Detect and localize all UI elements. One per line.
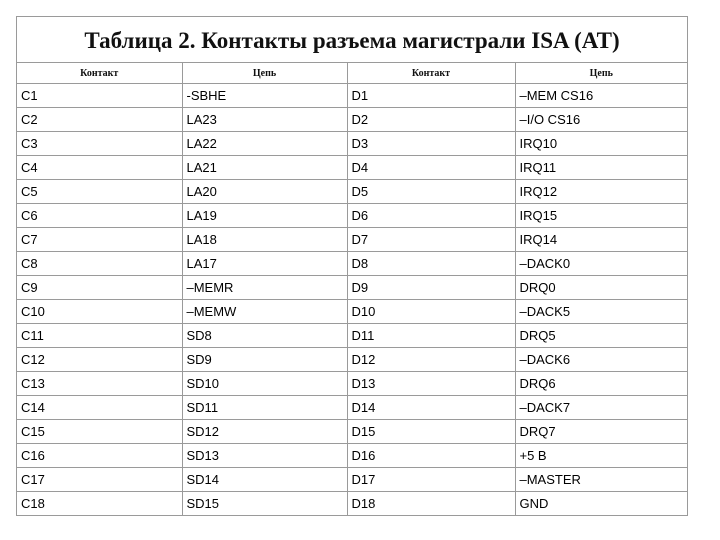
table-row	[17, 180, 687, 204]
signal-c-cell: -SBHE	[182, 84, 347, 108]
contact-d-cell: D4	[347, 156, 515, 180]
signal-d-cell: IRQ11	[515, 156, 687, 180]
contact-c-cell: C14	[17, 396, 182, 420]
signal-d-cell: IRQ15	[515, 204, 687, 228]
table-row	[17, 420, 687, 444]
contact-c-cell: C11	[17, 324, 182, 348]
signal-c-cell: SD11	[182, 396, 347, 420]
contact-d-cell: D15	[347, 420, 515, 444]
contact-c-cell: C6	[17, 204, 182, 228]
signal-c-cell: SD12	[182, 420, 347, 444]
signal-d-cell: –DACK6	[515, 348, 687, 372]
signal-d-cell: IRQ12	[515, 180, 687, 204]
signal-d-cell: –I/O CS16	[515, 108, 687, 132]
signal-d-cell: IRQ10	[515, 132, 687, 156]
signal-d-cell: –DACK5	[515, 300, 687, 324]
signal-c-cell: LA22	[182, 132, 347, 156]
signal-d-cell: DRQ6	[515, 372, 687, 396]
signal-d-cell: IRQ14	[515, 228, 687, 252]
signal-c-cell: LA20	[182, 180, 347, 204]
signal-c-cell: SD13	[182, 444, 347, 468]
contact-c-cell: C10	[17, 300, 182, 324]
contact-d-cell: D11	[347, 324, 515, 348]
table-row	[17, 252, 687, 276]
signal-c-cell: LA23	[182, 108, 347, 132]
signal-c-cell: LA19	[182, 204, 347, 228]
signal-c-cell: SD14	[182, 468, 347, 492]
header-contact-c: Контакт	[17, 63, 182, 84]
contact-d-cell: D9	[347, 276, 515, 300]
signal-d-cell: +5 В	[515, 444, 687, 468]
signal-c-cell: LA21	[182, 156, 347, 180]
contact-c-cell: C4	[17, 156, 182, 180]
signal-c-cell: SD10	[182, 372, 347, 396]
contact-c-cell: C18	[17, 492, 182, 516]
contact-c-cell: C15	[17, 420, 182, 444]
signal-d-cell: –MASTER	[515, 468, 687, 492]
table-row	[17, 468, 687, 492]
contact-c-cell: C7	[17, 228, 182, 252]
table-row	[17, 492, 687, 516]
table-row	[17, 324, 687, 348]
table-row	[17, 84, 687, 108]
contact-c-cell: C5	[17, 180, 182, 204]
signal-c-cell: SD8	[182, 324, 347, 348]
contact-c-cell: C9	[17, 276, 182, 300]
contact-c-cell: C1	[17, 84, 182, 108]
contact-d-cell: D7	[347, 228, 515, 252]
isa-pinout-table-card	[16, 16, 688, 516]
signal-d-cell: DRQ0	[515, 276, 687, 300]
contact-d-cell: D16	[347, 444, 515, 468]
contact-c-cell: C3	[17, 132, 182, 156]
contact-c-cell: C16	[17, 444, 182, 468]
header-row	[17, 63, 687, 84]
contact-d-cell: D18	[347, 492, 515, 516]
contact-d-cell: D8	[347, 252, 515, 276]
contact-c-cell: C8	[17, 252, 182, 276]
table-row	[17, 204, 687, 228]
table-row	[17, 396, 687, 420]
contact-c-cell: C17	[17, 468, 182, 492]
table-row	[17, 348, 687, 372]
contact-d-cell: D13	[347, 372, 515, 396]
table-row	[17, 108, 687, 132]
contact-d-cell: D1	[347, 84, 515, 108]
signal-d-cell: –DACK7	[515, 396, 687, 420]
contact-d-cell: D5	[347, 180, 515, 204]
contact-d-cell: D14	[347, 396, 515, 420]
table-row	[17, 156, 687, 180]
contact-c-cell: C13	[17, 372, 182, 396]
contact-c-cell: C12	[17, 348, 182, 372]
table-row	[17, 132, 687, 156]
table-row	[17, 276, 687, 300]
signal-c-cell: –MEMR	[182, 276, 347, 300]
signal-c-cell: LA17	[182, 252, 347, 276]
table-row	[17, 444, 687, 468]
signal-c-cell: SD15	[182, 492, 347, 516]
contact-d-cell: D17	[347, 468, 515, 492]
table-row	[17, 372, 687, 396]
signal-d-cell: GND	[515, 492, 687, 516]
contact-d-cell: D3	[347, 132, 515, 156]
contact-d-cell: D2	[347, 108, 515, 132]
signal-d-cell: –MEM CS16	[515, 84, 687, 108]
header-signal-d: Цепь	[515, 63, 687, 84]
contact-d-cell: D6	[347, 204, 515, 228]
table-title: Таблица 2. Контакты разъема магистрали ISA (AT)	[17, 17, 687, 63]
signal-d-cell: DRQ5	[515, 324, 687, 348]
signal-c-cell: SD9	[182, 348, 347, 372]
pinout-table	[17, 63, 687, 515]
contact-d-cell: D12	[347, 348, 515, 372]
contact-c-cell: C2	[17, 108, 182, 132]
signal-d-cell: DRQ7	[515, 420, 687, 444]
table-row	[17, 228, 687, 252]
signal-d-cell: –DACK0	[515, 252, 687, 276]
header-contact-d: Контакт	[347, 63, 515, 84]
table-body	[17, 84, 687, 516]
contact-d-cell: D10	[347, 300, 515, 324]
header-signal-c: Цепь	[182, 63, 347, 84]
signal-c-cell: –MEMW	[182, 300, 347, 324]
signal-c-cell: LA18	[182, 228, 347, 252]
table-row	[17, 300, 687, 324]
